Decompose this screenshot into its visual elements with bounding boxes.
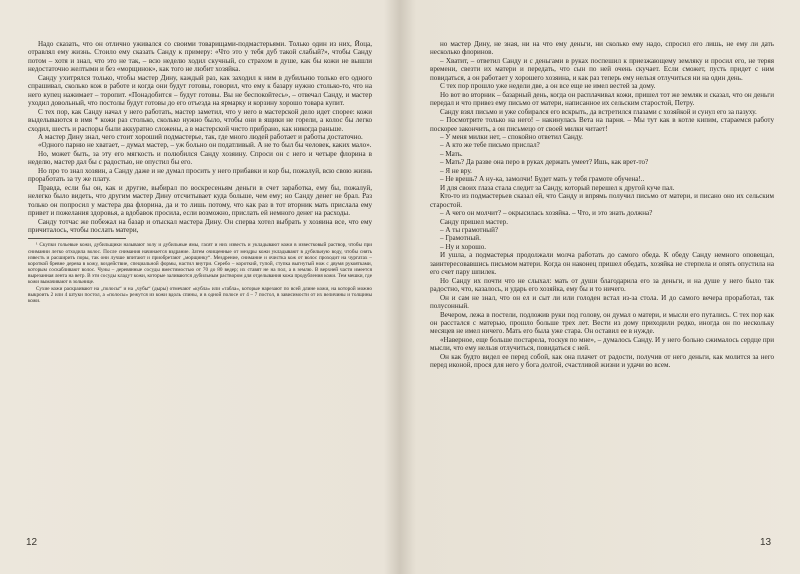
right-page — [430, 40, 774, 540]
dialogue-line: – А чего он молчит? – окрысилась хозяйка. – Что, и это знать должна? — [440, 209, 653, 218]
dialogue-line: – У меня милки нет, – спокойно ответил Санду. — [440, 132, 583, 141]
dialogue-line: – Мать? Да разве она перо в руках держать умеет? Ишь, как врет-то? — [440, 158, 649, 167]
left-paragraph: Но, может быть, за эту его мягкость и полюбился Санду хозяину. Спроси он с него и четыре флорина в неделю, мастер дал бы с радостью, не опустил бы его. — [28, 149, 372, 167]
right-paragraph: И для своих глаза стала следит за Санду, который перешел к другой куче пал. — [440, 183, 675, 192]
right-paragraph: «Наверное, еще больше постарела, тоскуя по мне», – думалось Санду. И у него больно сжималось сердце при мысли, что ему нельзя отлучиться, повидаться с ней. — [430, 335, 774, 353]
right-paragraph: И ушла, а подмастерья продолжали молча работать до самого обеда. К обеду Санду немного оповещал, заинтересовавшись письмом матери. Когда он наконец пришел обедать, хозяйка не стерпела и опять опустила на его счет пару шпилек. — [430, 251, 774, 277]
right-paragraph: Вечером, лежа в постели, подложив руки под голову, он думал о матери, и мысли его путались. С тех пор как он расстался с матерью, прошло больше трех лет. Вести из дому приходили редко, иногда он по нескольку месяцев не имел ничего. Мать его была уже стара. Он оставил ее в нужде. — [430, 310, 774, 336]
left-paragraph: Надо сказать, что он отлично уживался со своими товарищами-подмастерьями. Только один из них, Йоца, отравлял ему жизнь. Стоило ему сказать Санду к примеру: «Что это у тебя дуб такой слабый?», чтобы Санду потом – хотя и знал, что это не так, – всю неделю ходил скучный, со страхом в душе, как бы кожи не вышли недостаточно желтыми и без «морщинок», как того не любит хозяйка. — [28, 40, 372, 74]
footnote-divider — [28, 238, 126, 239]
dialogue-line: – А ты грамотный? — [440, 225, 499, 234]
right-paragraph: Но Санду их почти что не слыхал: мать от души благодарила его за деньги, и на душе у него было так радостно, что, казалось, и ударь его хозяйка, ему бы и то ничего. — [430, 276, 774, 294]
right-paragraph: С тех пор прошло уже недели две, а он все еще не имел вестей за дому. — [440, 82, 656, 91]
dialogue-line: – Я не вру. — [440, 166, 472, 175]
footnote: Сухие кожи раскраивают на „полосы“ и на „чубы“ (дыры) отмечают «кубла» или «табла», которые нарезают по всей длине кожи, на которой можно выкроить 2 или 4 штуки постол, а «полосы» режутся из кожи вдоль спины, и в одной полосе от 4 – 7 постол, в зависимости от их величины и толщины кожи. — [28, 285, 372, 304]
dialogue-line: – А кто же тебе письмо прислал? — [440, 141, 540, 150]
left-paragraph: Но про то знал хозяин, а Санду даже и не думал просить у него прибавки и кор бы, пожалуй, всю свою жизнь проработать за ту же плату. — [28, 166, 372, 184]
left-paragraph: Правда, если бы он, как и другие, выбирал по воскресеньям деньги в счет заработка, ему бы, пожалуй, нелегко было видеть, что другим мастер Дину отсчитывает куда больше, чем ему; но Санду денег не брал. Раз только он попросил у мастера два флорина, да и то лишь потому, что как раз в тот вторник мать прислала ему привет и пожелания здоровья, а вдобавок просила, если возможно, прислать ей немного денег на расходы. — [28, 183, 372, 218]
footnote: ¹ Скупки гольевые кожи, дубильщики называют золу и дубильные ямы, гасят и них известь и укладывают кожи в известковый раствор, чтобы при снимании легко отходила волос. После снимания начинается вздрание. Затем очищенные от мездры кожи укладывают в дубильную воду, чтобы снять известь и расширить поры, так они лучше впитают и приобретают „морщинку“. Мездрение, снимание и очистка кож от волос проходит на чургатах – короткой бревне дерева в кожу, воздействие, специальной формы, настил внутри. Серебо – короткий, тупой, ступка выгнутый нож с двумя рукоятками, которым соскабливают волос. Чуны – деревянные сосуды вместимостью от 70 до 80 ведер; их ставят не на пол, а в землю. В верхней части имеется вырезанная лента на ветр. В эти сосуды кладут кожи, которые заливаются дубильным раствором для отделывания кожа продубления кожи. Тем мешки, где кожи вымачивают в зольнице. — [28, 242, 372, 286]
left-paragraph: Санду ухитрялся только, чтобы мастер Дину, каждый раз, как заходил к ним в дубильню только его одного спрашивал, сколько кож в работе и когда они будут готовы, говорил, что ему к базару нужно столько-то, что на него купец нажимает – торопит. «Понадобится – будут готовы. Вы не беспокойтесь», – отвечал Санду, и мастер уходил довольный, что постолы будут готовы до его отъезда на ярмарку и корзину хорошо товара купит. — [28, 73, 372, 108]
dialogue-line: – Грамотный. — [440, 234, 481, 243]
right-paragraph: но мастер Дину, не зная, ни на что ему деньги, ни сколько ему надо, спросил его лишь, не ему ли дать несколько флоринов. — [430, 40, 774, 57]
right-paragraph: Санду взял письмо и уже собирался его вскрыть, да встретился глазами с хозяйкой и сунул его за пазуху. — [440, 107, 757, 116]
dialogue-line: Санду пришел мастер. — [440, 217, 508, 226]
dialogue-line: – Не врешь? А ну-ка, замолчи! Будет мать у тебя грамоте обучена!.. — [440, 175, 645, 184]
right-paragraph: Он и сам не знал, что он ел и сыт ли или голоден встал из-за стола. И до самого вечера проработал, так полусонный. — [430, 293, 774, 311]
dialogue-line: – Мать. — [440, 149, 463, 158]
right-paragraph: Кто-то из подмастерьев сказал ей, что Санду и впрямь получил письмо от матери, и писано оно их сельским старостой. — [430, 192, 774, 209]
page-number-left: 12 — [26, 537, 38, 548]
left-page — [28, 40, 372, 540]
page-number-right: 13 — [760, 537, 772, 548]
left-paragraph: А мастер Дину знал, чего стоит хороший подмастерье, так, где много людей работает и работы достаточно. — [38, 132, 363, 141]
left-paragraph: Санду тотчас же побежал на базар и отыскал мастера Дину. Он сперва хотел выбрать у хозяина все, что ему причиталось, чтобы послать матери, — [28, 217, 372, 234]
right-paragraph: Но вот во вторник – базарный день, когда он расплачивал кожи, пришел тот же земляк и сказал, что он деньги передал и что привез ему письмо от матери, написанное их сельским старостой, Петру. — [430, 90, 774, 108]
dialogue-line: – Посмотрите только на него! – накинулась Вета на парня. – Мы тут как в котле кипим, стараемся работу поскорее закончить, а он письмецо от своей милки читает! — [430, 116, 774, 133]
right-paragraph: Он как будто видел ее перед собой, как она плачет от радости, получив от него деньги, как молится за него перед иконой, прося для него у бога долгой, счастливой жизни и удачи во всем. — [430, 352, 774, 370]
left-paragraph: «Одного парню не хватает, – думал мастер, – уж больно он податливый. А не то был бы человек, каких мало». — [38, 141, 372, 150]
dialogue-line: – Ну и хорошо. — [440, 242, 487, 251]
right-paragraph: – Хватит, – ответил Санду и с деньгами в руках поспешил к приезжающему земляку и просил его, не теряя времени, свезти их матери и передать, что сын по ней очень скучает. Если сможет, пусть придет с ним повидаться, а он работает у хорошего хозяина, и как раз теперь ему нельзя отлучиться ни на один день. — [430, 56, 774, 82]
left-paragraph: С тех пор, как Санду начал у него работать, мастер заметил, что у него в мастерской дело идет спорее: кожи выделываются в имя * кожи раз столько, сколько нужно было, чтобы они в ящики не горели, а колос бы легко сходил, шесть и распоры были аккуратно сложены, а в мастерской чисто прибрано, как никогда раньше. — [28, 107, 372, 133]
